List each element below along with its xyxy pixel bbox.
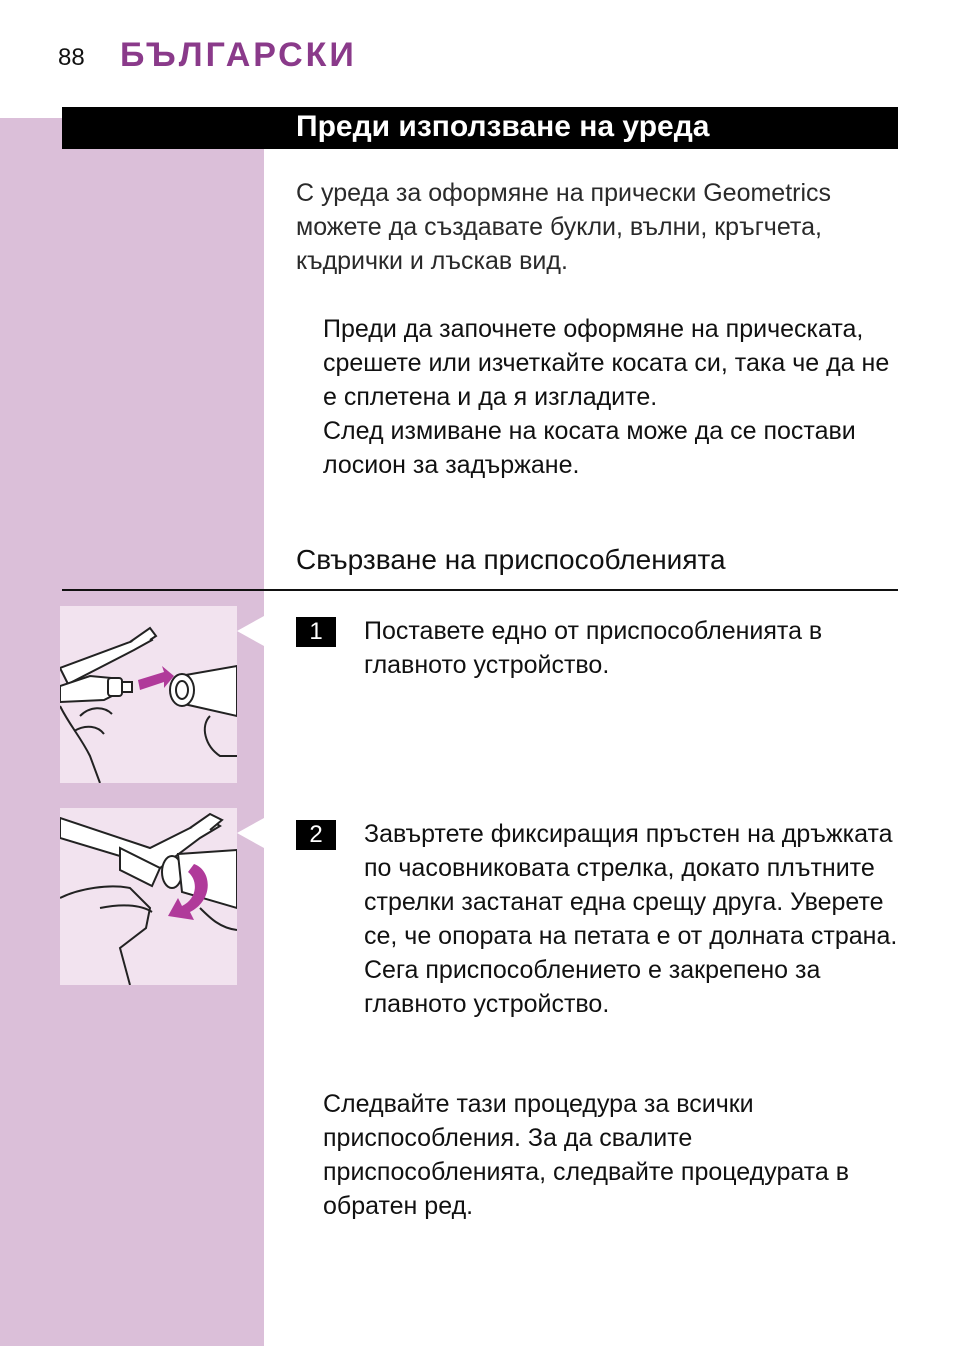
figure-pointer (237, 818, 264, 848)
subsection-title: Свързване на приспособленията (296, 544, 726, 575)
step-number-badge: 1 (296, 617, 336, 647)
page-number: 88 (58, 44, 85, 71)
preparation-paragraph: След измиване на косата може да се постави лосион за задържане. (323, 417, 856, 479)
language-title: БЪЛГАРСКИ (120, 36, 357, 74)
step-text: Поставете едно от приспособленията в главното устройство. (364, 617, 823, 679)
section-title: Преди използване на уреда (296, 110, 710, 143)
intro-paragraph: С уреда за оформяне на прически Geometrics можете да създавате букли, вълни, кръгчета, къдрички и лъскав вид. (296, 179, 832, 275)
step-text: Завъртете фиксиращия пръстен на дръжката по часовниковата стрелка, докато плътните стрелки застанат една срещу друга. Уверете се, че опората на петата е от долната страна. Сега приспособлението е закрепено за главното устройство. (364, 820, 898, 1018)
figure-pointer (237, 616, 264, 646)
step-number-badge: 2 (296, 820, 336, 850)
rotate-ring-drawing (60, 808, 237, 985)
attach-accessory-drawing (60, 606, 237, 783)
attach-accessory-illustration (60, 606, 237, 783)
divider (62, 589, 898, 591)
rotate-ring-illustration (60, 808, 237, 985)
closing-paragraph: Следвайте тази процедура за всички приспособления. За да свалите приспособленията, следвайте процедурата в обратен ред. (323, 1090, 850, 1220)
preparation-notes (323, 312, 898, 482)
preparation-paragraph: Преди да започнете оформяне на прическата, срешете или изчеткайте косата си, така че да не е сплетена и да я изгладите. (323, 315, 890, 411)
